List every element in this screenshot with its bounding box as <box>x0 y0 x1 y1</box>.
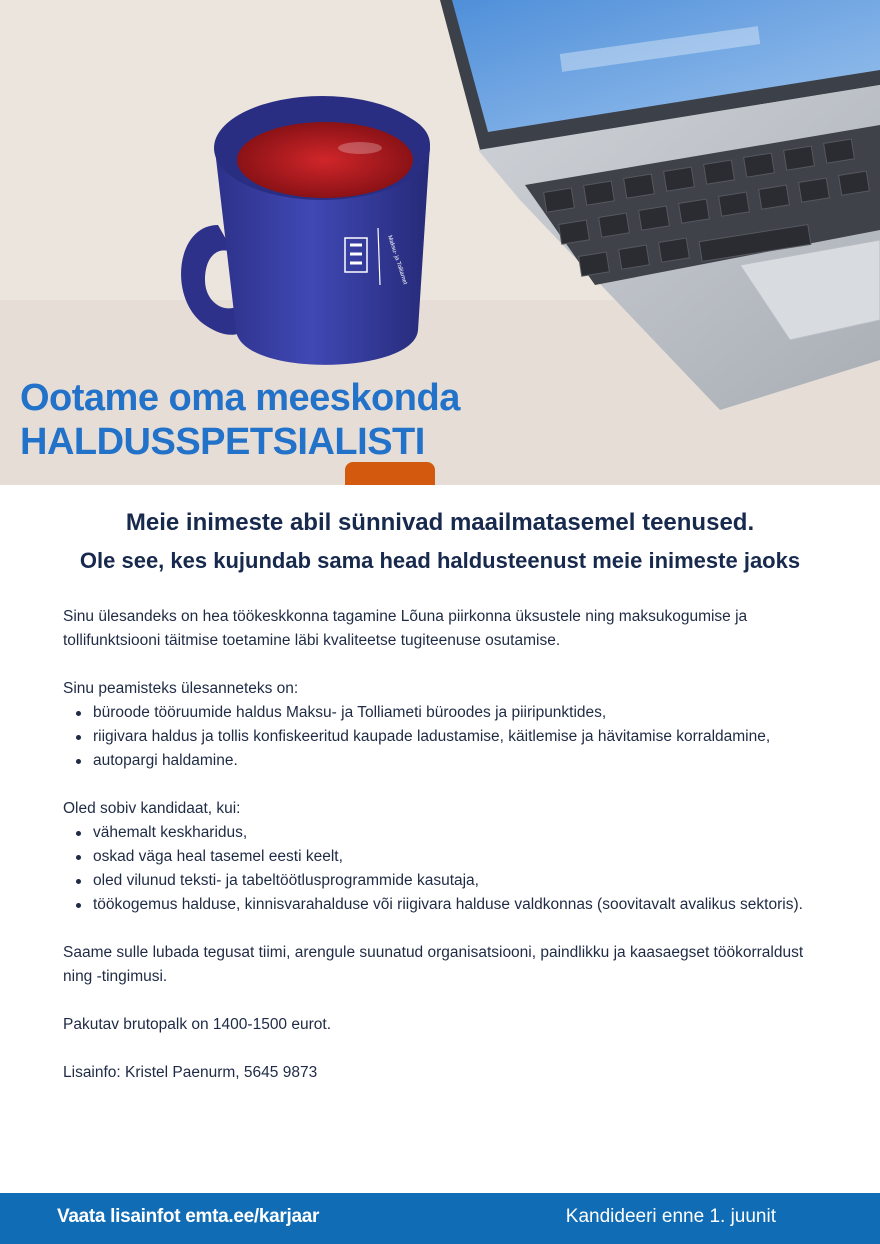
mug <box>181 96 430 365</box>
hero-title-line1: Ootame oma meeskonda <box>20 377 460 419</box>
requirements-list <box>63 821 808 917</box>
hero-photo <box>0 0 880 485</box>
list-item: oskad väga heal tasemel eesti keelt, <box>93 845 808 869</box>
headline-line1: Meie inimeste abil sünnivad maailmatasemel teenused. <box>125 509 755 536</box>
tasks-list <box>63 701 808 773</box>
contact-paragraph: Lisainfo: Kristel Paenurm, 5645 9873 <box>63 1064 318 1081</box>
phone-edge <box>345 462 435 485</box>
headline <box>0 504 880 580</box>
list-item: töökogemus halduse, kinnisvarahalduse või riigivara halduse valdkonnas (soovitavalt avalikus sektoris). <box>93 893 808 917</box>
hero-title <box>20 376 460 464</box>
list-item: büroode tööruumide haldus Maksu- ja Tolliameti büroodes ja piiripunktides, <box>93 701 808 725</box>
list-item: oled vilunud teksti- ja tabeltöötlusprogrammide kasutaja, <box>93 869 808 893</box>
hero-title-line2: HALDUSSPETSIALISTI <box>20 421 425 463</box>
salary-paragraph: Pakutav brutopalk on 1400-1500 eurot. <box>63 1016 331 1033</box>
more-info-link[interactable]: Vaata lisainfot emta.ee/karjaar <box>57 1206 320 1227</box>
mug-logo-text: Maksu- ja Tolliamet <box>386 234 408 286</box>
list-item: vähemalt keskharidus, <box>93 821 808 845</box>
tasks-heading: Sinu peamisteks ülesanneteks on: <box>63 680 299 697</box>
offer-paragraph: Saame sulle lubada tegusat tiimi, arengule suunatud organisatsiooni, paindlikku ja kaasaegset töökorraldust ning -tingimusi. <box>63 944 804 985</box>
job-description <box>63 605 808 1109</box>
intro-paragraph: Sinu ülesandeks on hea töökeskkonna tagamine Lõuna piirkonna üksustele ning maksukogumise ja tollifunktsiooni täitmise toetamine läbi kvaliteetse tugiteenuse osutamise. <box>63 608 748 649</box>
list-item: autopargi haldamine. <box>93 749 808 773</box>
footer-bar <box>0 1193 880 1244</box>
headline-line2: Ole see, kes kujundab sama head haldusteenust meie inimeste jaoks <box>79 548 801 573</box>
list-item: riigivara haldus ja tollis konfiskeeritud kaupade ladustamise, käitlemise ja hävitamise korraldamine, <box>93 725 808 749</box>
requirements-heading: Oled sobiv kandidaat, kui: <box>63 800 241 817</box>
deadline-text: Kandideeri enne 1. juunit <box>565 1206 776 1227</box>
